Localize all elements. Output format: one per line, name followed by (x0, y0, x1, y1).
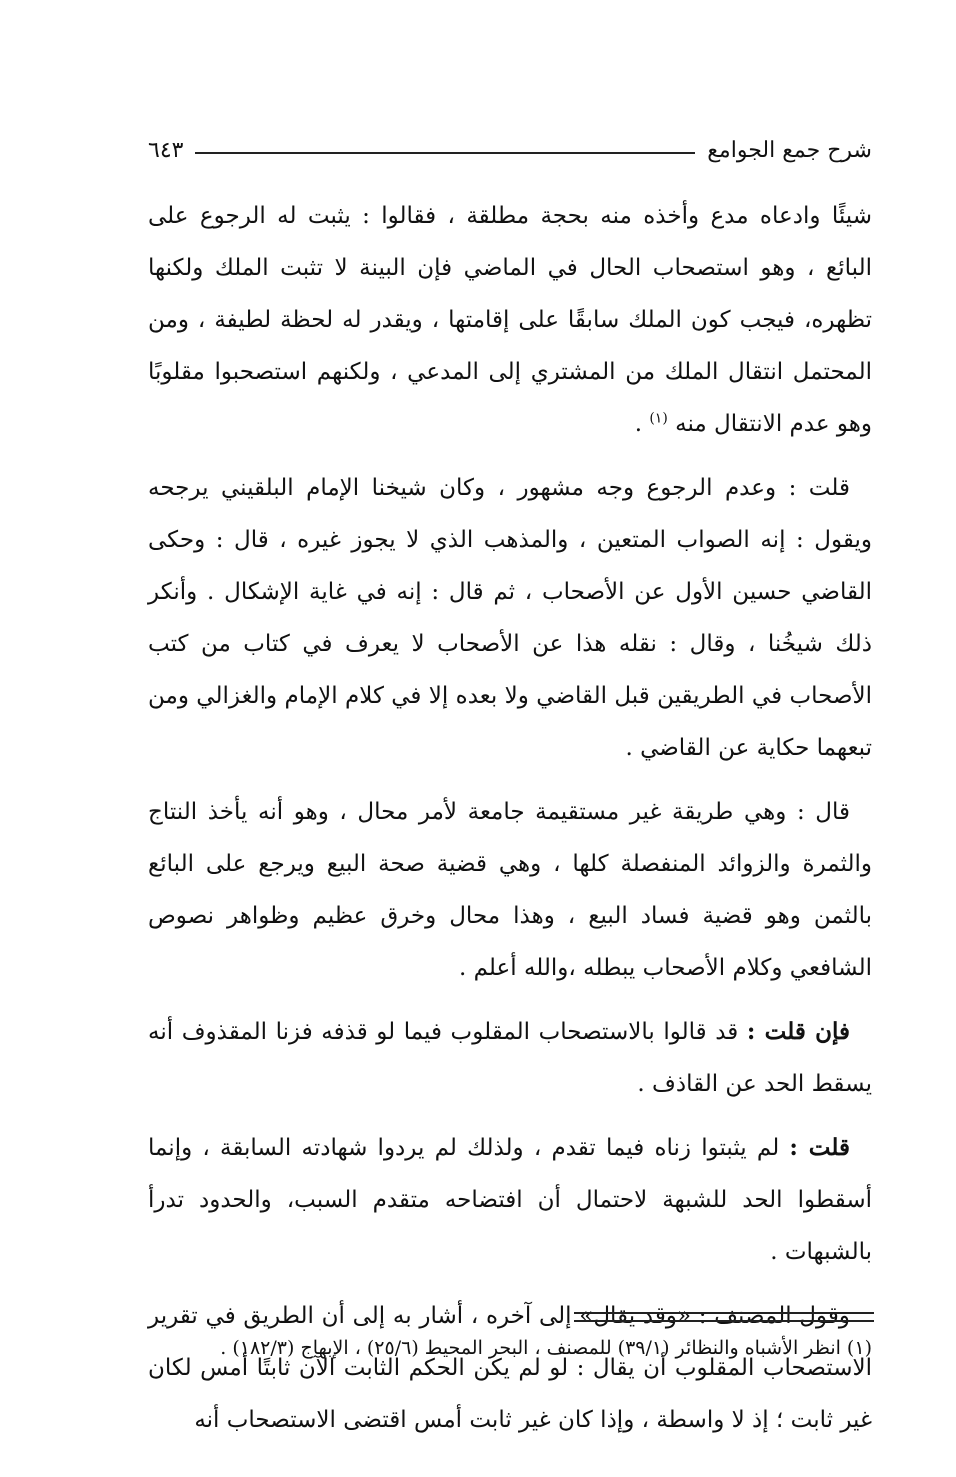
header-rule (195, 152, 695, 154)
paragraph-2 (148, 462, 872, 774)
page-body (148, 190, 872, 1458)
paragraph-lead: فإن قلت : (746, 1018, 850, 1045)
paragraph-3 (148, 786, 872, 994)
paragraph-5 (148, 1122, 872, 1278)
footnote-text: (١) انظر الأشباه والنظائر (٣٩/١) للمصنف ، البحر المحيط (٢٥/٦) ، الإبهاج (١٨٢/٣) . (220, 1337, 872, 1359)
paragraph-lead: قلت : (789, 1134, 850, 1161)
book-title: شرح جمع الجوامع (707, 137, 872, 163)
paragraph-text: قد قالوا بالاستصحاب المقلوب فيما لو قذفه فزنا المقذوف أنه يسقط الحد عن القاذف . (148, 1019, 872, 1097)
running-header (148, 130, 872, 170)
paragraph-text: قلت : وعدم الرجوع وجه مشهور ، وكان شيخنا الإمام البلقيني يرجحه ويقول : إنه الصواب المتعين ، والمذهب الذي لا يجوز غيره ، قال : وحكى القاضي حسين الأول عن الأصحاب ، ثم قال : إنه في غاية الإشكال . وأنكر ذلك شيخُنا ، وقال : نقله هذا عن الأصحاب لا يعرف في كتاب من كتب الأصحاب في الطريقين قبل القاضي ولا بعده إلا في كلام الإمام والغزالي ومن تبعهما حكاية عن القاضي . (148, 475, 872, 761)
paragraph-tail: . (634, 411, 650, 437)
paragraph-text: وقول المصنف : «وقد يقال» إلى آخره ، أشار به إلى أن الطريق في تقرير الاستصحاب المقلوب أن يقال : لو لم يكن الحكم الثابت الآن ثابتًا أمس لكان غير ثابت ؛ إذ لا واسطة ، وإذا كان غير ثابت أمس اقتضى الاستصحاب أنه (148, 1303, 872, 1433)
paragraph-1 (148, 190, 872, 450)
paragraph-4 (148, 1006, 872, 1110)
page-number: ٦٤٣ (148, 137, 184, 163)
footnote (148, 1328, 872, 1368)
paragraph-text: لم يثبتوا زناه فيما تقدم ، ولذلك لم يردوا شهادته السابقة ، وإنما أسقطوا الحد للشبهة لاحتمال أن افتضاحه متقدم السبب، والحدود تدرأ بالشبهات . (148, 1135, 873, 1265)
footnote-marker[interactable]: (١) (649, 410, 668, 427)
footnote-separator (574, 1312, 874, 1322)
paragraph-text: شيئًا وادعاه مدع وأخذه منه بحجة مطلقة ، فقالوا : يثبت له الرجوع على البائع ، وهو استصحاب الحال في الماضي فإن البينة لا تثبت الملك ولكنها تظهره، فيجب كون الملك سابقًا على إقامتها ، ويقدر له لحظة لطيفة ، ومن المحتمل انتقال الملك من المشتري إلى المدعي ، ولكنهم استصحبوا مقلوبًا وهو عدم الانتقال منه (148, 203, 872, 437)
paragraph-text: قال : وهي طريقة غير مستقيمة جامعة لأمر محال ، وهو أنه يأخذ النتاج والثمرة والزوائد المنفصلة كلها ، وهي قضية صحة البيع ويرجع على البائع بالثمن وهو قضية فساد البيع ، وهذا محال وخرق عظيم وظواهر نصوص الشافعي وكلام الأصحاب يبطله ،والله أعلم . (148, 799, 872, 981)
